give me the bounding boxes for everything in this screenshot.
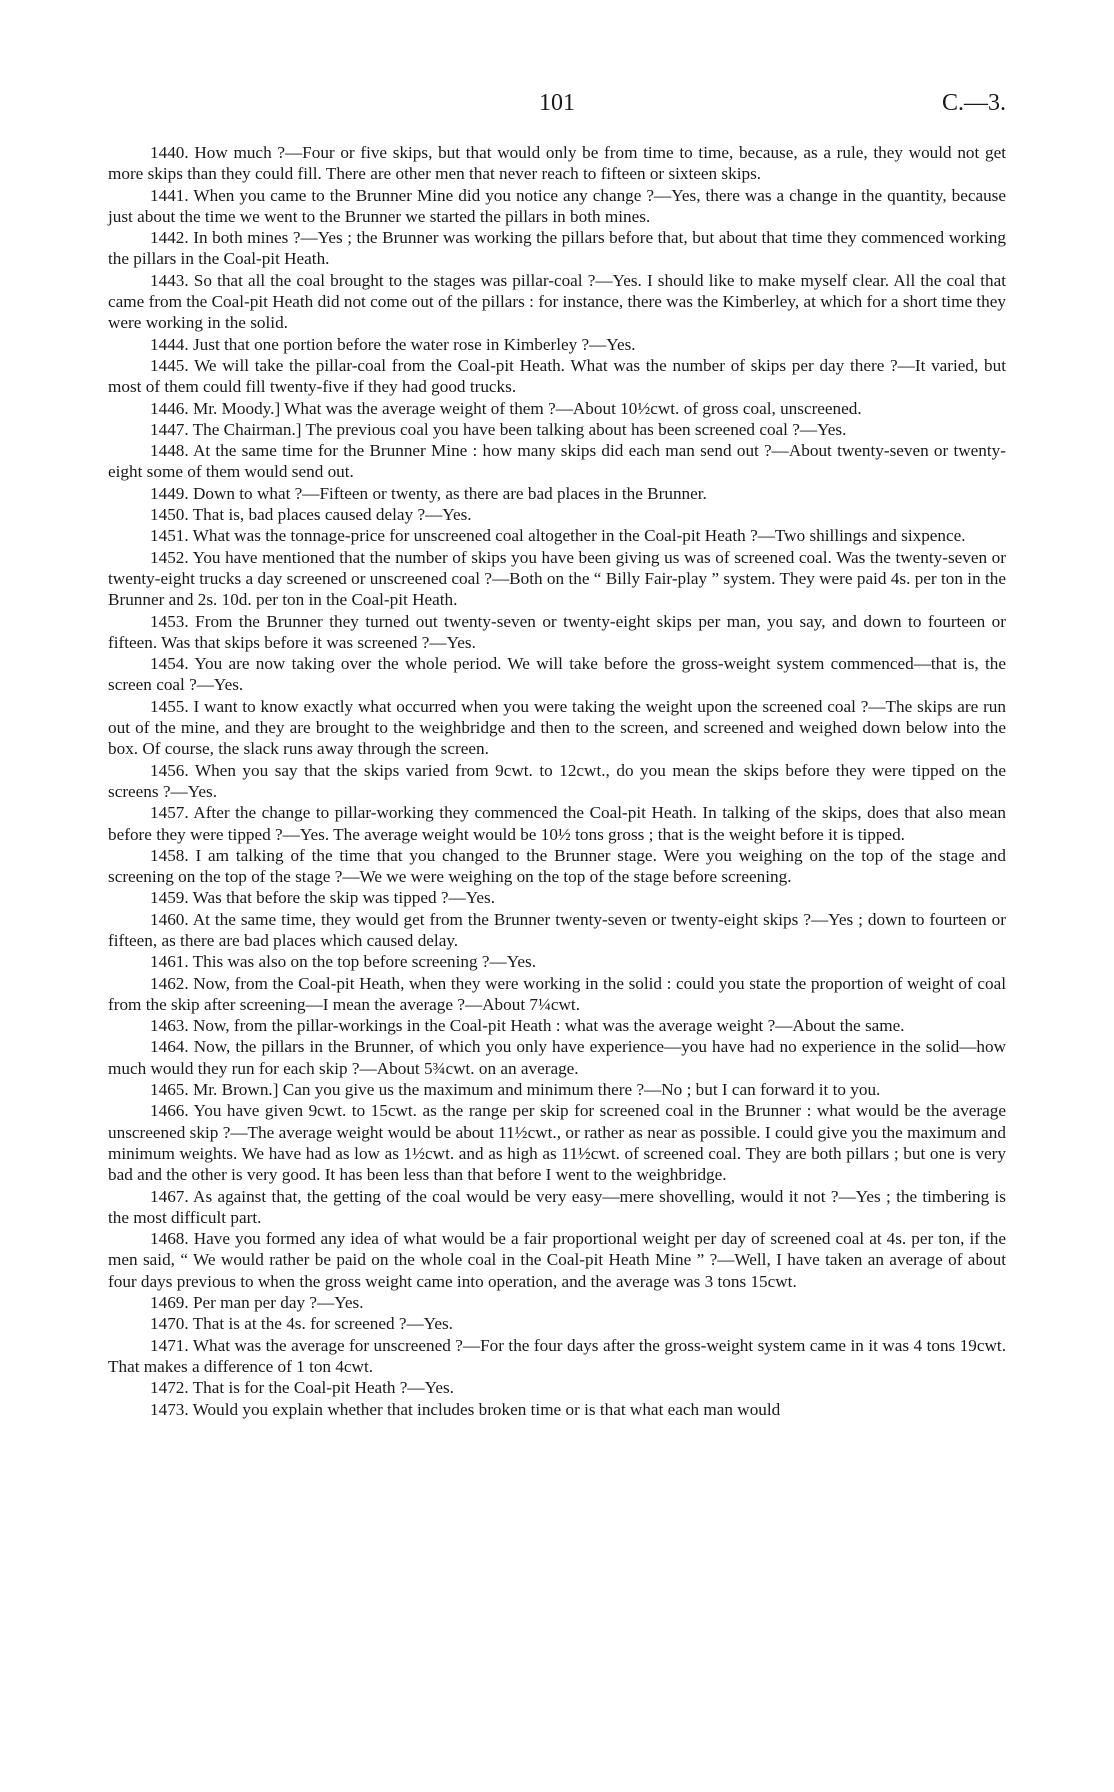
testimony-paragraph: 1468. Have you formed any idea of what would be a fair proportional weight per day of screened coal at 4s. per ton, if the men said, “ We would rather be paid on the whole coal in the Coal-pit Heath Mine ” ?—Well, I have taken an average of about four days previous to when the gross weight came into operation, and the average was 3 tons 15cwt. — [108, 1229, 1006, 1291]
testimony-paragraph: 1455. I want to know exactly what occurred when you were taking the weight upon the screened coal ?—The skips are run out of the mine, and they are brought to the weighbridge and then to the screen, and screened and weighed down below into the box. Of course, the slack runs away through the screen. — [108, 696, 1006, 759]
testimony-paragraph: 1444. Just that one portion before the water rose in Kimberley ?—Yes. — [150, 334, 636, 354]
testimony-paragraph: 1464. Now, the pillars in the Brunner, of which you only have experience—you have had no experience in the solid—how much would they run for each skip ?—About 5¾cwt. on an average. — [108, 1037, 1006, 1078]
testimony-paragraph: 1446. Mr. Moody.] What was the average weight of them ?—About 10½cwt. of gross coal, unscreened. — [150, 398, 862, 418]
testimony-paragraph: 1458. I am talking of the time that you changed to the Brunner stage. Were you weighing on the top of the stage and screening on the top of the stage ?—We we were weighing on the top of the stage before screening. — [108, 845, 1006, 887]
testimony-paragraph: 1461. This was also on the top before screening ?—Yes. — [150, 952, 537, 972]
testimony-paragraph: 1441. When you came to the Brunner Mine did you notice any change ?—Yes, there was a change in the quantity, because just about the time we went to the Brunner we started the pillars in both mines. — [108, 185, 1006, 226]
testimony-paragraph: 1460. At the same time, they would get from the Brunner twenty-seven or twenty-eight skips ?—Yes ; down to fourteen or fifteen, as there are bad places which caused delay. — [108, 909, 1006, 950]
testimony-paragraph: 1470. That is at the 4s. for screened ?—Yes. — [150, 1314, 453, 1334]
testimony-paragraph: 1442. In both mines ?—Yes ; the Brunner was working the pillars before that, but about that time they commenced working the pillars in the Coal-pit Heath. — [108, 228, 1006, 269]
testimony-paragraph: 1456. When you say that the skips varied from 9cwt. to 12cwt., do you mean the skips before they were tipped on the screens ?—Yes. — [108, 760, 1006, 801]
testimony-paragraph: 1469. Per man per day ?—Yes. — [150, 1293, 364, 1313]
testimony-paragraph: 1466. You have given 9cwt. to 15cwt. as the range per skip for screened coal in the Brunner : what would be the average unscreened skip ?—The average weight would be about 11½cwt., or rather as near as possible. I could give you the maximum and minimum weights. We have had as low as 1½cwt. and as high as 11½cwt. of screened coal. They are both pillars ; but one is very bad and the other is very good. It has been less than that before I went to the weighbridge. — [108, 1101, 1006, 1185]
testimony-paragraph: 1471. What was the average for unscreened ?—For the four days after the gross-weight system came in it was 4 tons 19cwt. That makes a difference of 1 ton 4cwt. — [108, 1335, 1006, 1376]
testimony-paragraph: 1473. Would you explain whether that includes broken time or is that what each man would — [150, 1399, 781, 1419]
testimony-paragraph: 1440. How much ?—Four or five skips, but that would only be from time to time, because, as a rule, they would not get more skips than they could fill. There are other men that never reach to fifteen or sixteen skips. — [108, 143, 1006, 184]
testimony-paragraph: 1453. From the Brunner they turned out twenty-seven or twenty-eight skips per man, you say, and down to fourteen or fifteen. Was that skips before it was screened ?—Yes. — [108, 611, 1006, 652]
testimony-paragraph: 1465. Mr. Brown.] Can you give us the maximum and minimum there ?—No ; but I can forward it to you. — [150, 1080, 881, 1100]
testimony-body — [108, 142, 1006, 1420]
page-number: 101 — [539, 90, 575, 116]
testimony-paragraph: 1448. At the same time for the Brunner Mine : how many skips did each man send out ?—About twenty-seven or twenty-eight some of them would send out. — [108, 441, 1006, 482]
page-header — [108, 90, 1006, 126]
testimony-paragraph: 1452. You have mentioned that the number of skips you have been giving us was of screened coal. Was the twenty-seven or twenty-eight trucks a day screened or unscreened coal ?—Both on the “ Billy Fair-play ” system. They were paid 4s. per ton in the Brunner and 2s. 10d. per ton in the Coal-pit Heath. — [108, 547, 1006, 610]
testimony-paragraph: 1463. Now, from the pillar-workings in the Coal-pit Heath : what was the average weight ?—About the same. — [150, 1016, 905, 1036]
testimony-paragraph: 1450. That is, bad places caused delay ?—Yes. — [150, 505, 472, 525]
paper-reference: C.—3. — [941, 90, 1006, 116]
testimony-paragraph: 1447. The Chairman.] The previous coal you have been talking about has been screened coal ?—Yes. — [150, 419, 847, 439]
testimony-paragraph: 1459. Was that before the skip was tipped ?—Yes. — [150, 888, 496, 908]
testimony-paragraph: 1457. After the change to pillar-working they commenced the Coal-pit Heath. In talking of the skips, does that also mean before they were tipped ?—Yes. The average weight would be 10½ tons gross ; that is the weight before it is tipped. — [108, 803, 1006, 844]
testimony-paragraph: 1467. As against that, the getting of the coal would be very easy—mere shovelling, would it not ?—Yes ; the timbering is the most difficult part. — [108, 1186, 1006, 1227]
testimony-paragraph: 1449. Down to what ?—Fifteen or twenty, as there are bad places in the Brunner. — [150, 483, 707, 503]
testimony-paragraph: 1454. You are now taking over the whole period. We will take before the gross-weight system commenced—that is, the screen coal ?—Yes. — [108, 654, 1006, 695]
testimony-paragraph: 1451. What was the tonnage-price for unscreened coal altogether in the Coal-pit Heath ?—Two shillings and sixpence. — [150, 526, 966, 546]
testimony-paragraph: 1462. Now, from the Coal-pit Heath, when they were working in the solid : could you state the proportion of weight of coal from the skip after screening—I mean the average ?—About 7¼cwt. — [108, 973, 1006, 1014]
testimony-paragraph: 1445. We will take the pillar-coal from the Coal-pit Heath. What was the number of skips per day there ?—It varied, but most of them could fill twenty-five if they had good trucks. — [108, 355, 1006, 397]
testimony-paragraph: 1443. So that all the coal brought to the stages was pillar-coal ?—Yes. I should like to make myself clear. All the coal that came from the Coal-pit Heath did not come out of the pillars : for instance, there was the Kimberley, at which for a short time they were working in the solid. — [108, 270, 1006, 333]
testimony-paragraph: 1472. That is for the Coal-pit Heath ?—Yes. — [150, 1378, 454, 1398]
